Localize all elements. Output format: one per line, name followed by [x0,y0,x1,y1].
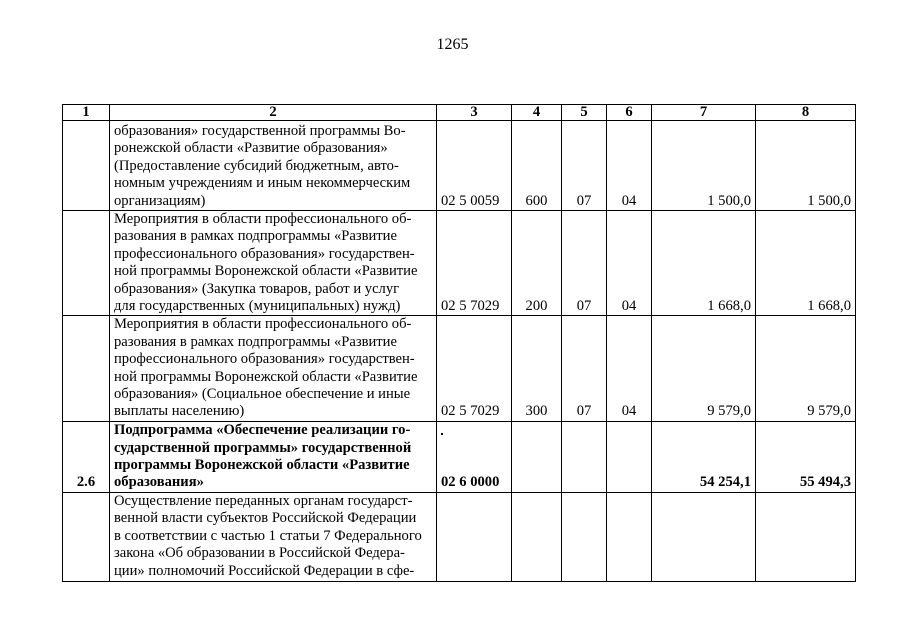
description-line: Мероприятия в области профессионального об- [114,316,412,333]
table-row [63,421,856,492]
target-article-code: 02 6 0000 [437,421,512,492]
table-row [63,121,856,211]
expense-type [512,492,562,581]
description-line: образования» [114,474,204,491]
description-line: программы Воронежской области «Развитие [114,457,410,474]
description-line: Подпрограмма «Обеспечение реализации го- [114,422,411,439]
description-line: профессионального образования» государствен- [114,351,415,368]
description-line: венной власти субъектов Российской Федерации [114,510,417,527]
subsection [607,421,652,492]
description-line: ции» полномочий Российской Федерации в сфе- [114,562,415,579]
row-description [110,121,437,211]
description-line: образования» (Социальное обеспечение и иные [114,386,411,403]
subsection: 04 [607,211,652,316]
scan-speck [441,433,443,435]
amount-year-1 [652,492,756,581]
column-header: 7 [652,105,756,121]
target-article-code [437,492,512,581]
amount-year-1: 9 579,0 [652,316,756,421]
amount-year-2: 55 494,3 [756,421,856,492]
description-line: организациям) [114,192,206,209]
page-number: 1265 [436,36,469,53]
table-row [63,316,856,421]
row-description [110,492,437,581]
row-index [63,316,110,421]
amount-year-2: 1 668,0 [756,211,856,316]
description-line: выплаты населению) [114,403,245,420]
description-line: (Предоставление субсидий бюджетным, авто- [114,157,399,174]
row-index: 2.6 [63,421,110,492]
target-article-code: 02 5 7029 [437,316,512,421]
budget-table [62,104,856,582]
column-header: 5 [562,105,607,121]
description-line: Мероприятия в области профессионального об- [114,211,412,227]
column-header: 2 [110,105,437,121]
column-header: 8 [756,105,856,121]
row-index [63,121,110,211]
section: 07 [562,316,607,421]
description-line: в соответствии с частью 1 статьи 7 Федерального [114,527,422,544]
subsection: 04 [607,121,652,211]
description-line: ронежской области «Развитие образования» [114,140,388,157]
amount-year-2: 9 579,0 [756,316,856,421]
column-header: 1 [63,105,110,121]
amount-year-2 [756,492,856,581]
description-line: образования» (Закупка товаров, работ и услуг [114,280,400,297]
column-header: 4 [512,105,562,121]
subsection: 04 [607,316,652,421]
description-line: номным учреждениям и иным некоммерческим [114,175,411,192]
description-line: образования» государственной программы Во- [114,122,406,139]
section [562,421,607,492]
description-line: сударственной программы» государственной [114,439,412,456]
description-line: разования в рамках подпрограммы «Развитие [114,333,397,350]
row-index [63,211,110,316]
expense-type: 200 [512,211,562,316]
description-line: ной программы Воронежской области «Развитие [114,263,418,280]
description-line: профессионального образования» государствен- [114,245,415,262]
table-row [63,492,856,581]
column-header: 6 [607,105,652,121]
row-description [110,211,437,316]
amount-year-1: 54 254,1 [652,421,756,492]
description-line: Осуществление переданных органам государст- [114,492,413,509]
row-description [110,316,437,421]
amount-year-2: 1 500,0 [756,121,856,211]
table-header-row [63,105,856,121]
target-article-code: 02 5 0059 [437,121,512,211]
column-header: 3 [437,105,512,121]
description-line: ной программы Воронежской области «Развитие [114,368,418,385]
expense-type: 300 [512,316,562,421]
amount-year-1: 1 500,0 [652,121,756,211]
section: 07 [562,211,607,316]
amount-year-1: 1 668,0 [652,211,756,316]
subsection [607,492,652,581]
description-line: закона «Об образовании в Российской Федера- [114,545,405,562]
expense-type: 600 [512,121,562,211]
section: 07 [562,121,607,211]
section [562,492,607,581]
row-index [63,492,110,581]
row-description [110,421,437,492]
description-line: разования в рамках подпрограммы «Развитие [114,228,397,245]
description-line: для государственных (муниципальных) нужд) [114,298,401,315]
expense-type [512,421,562,492]
table-row [63,211,856,316]
target-article-code: 02 5 7029 [437,211,512,316]
